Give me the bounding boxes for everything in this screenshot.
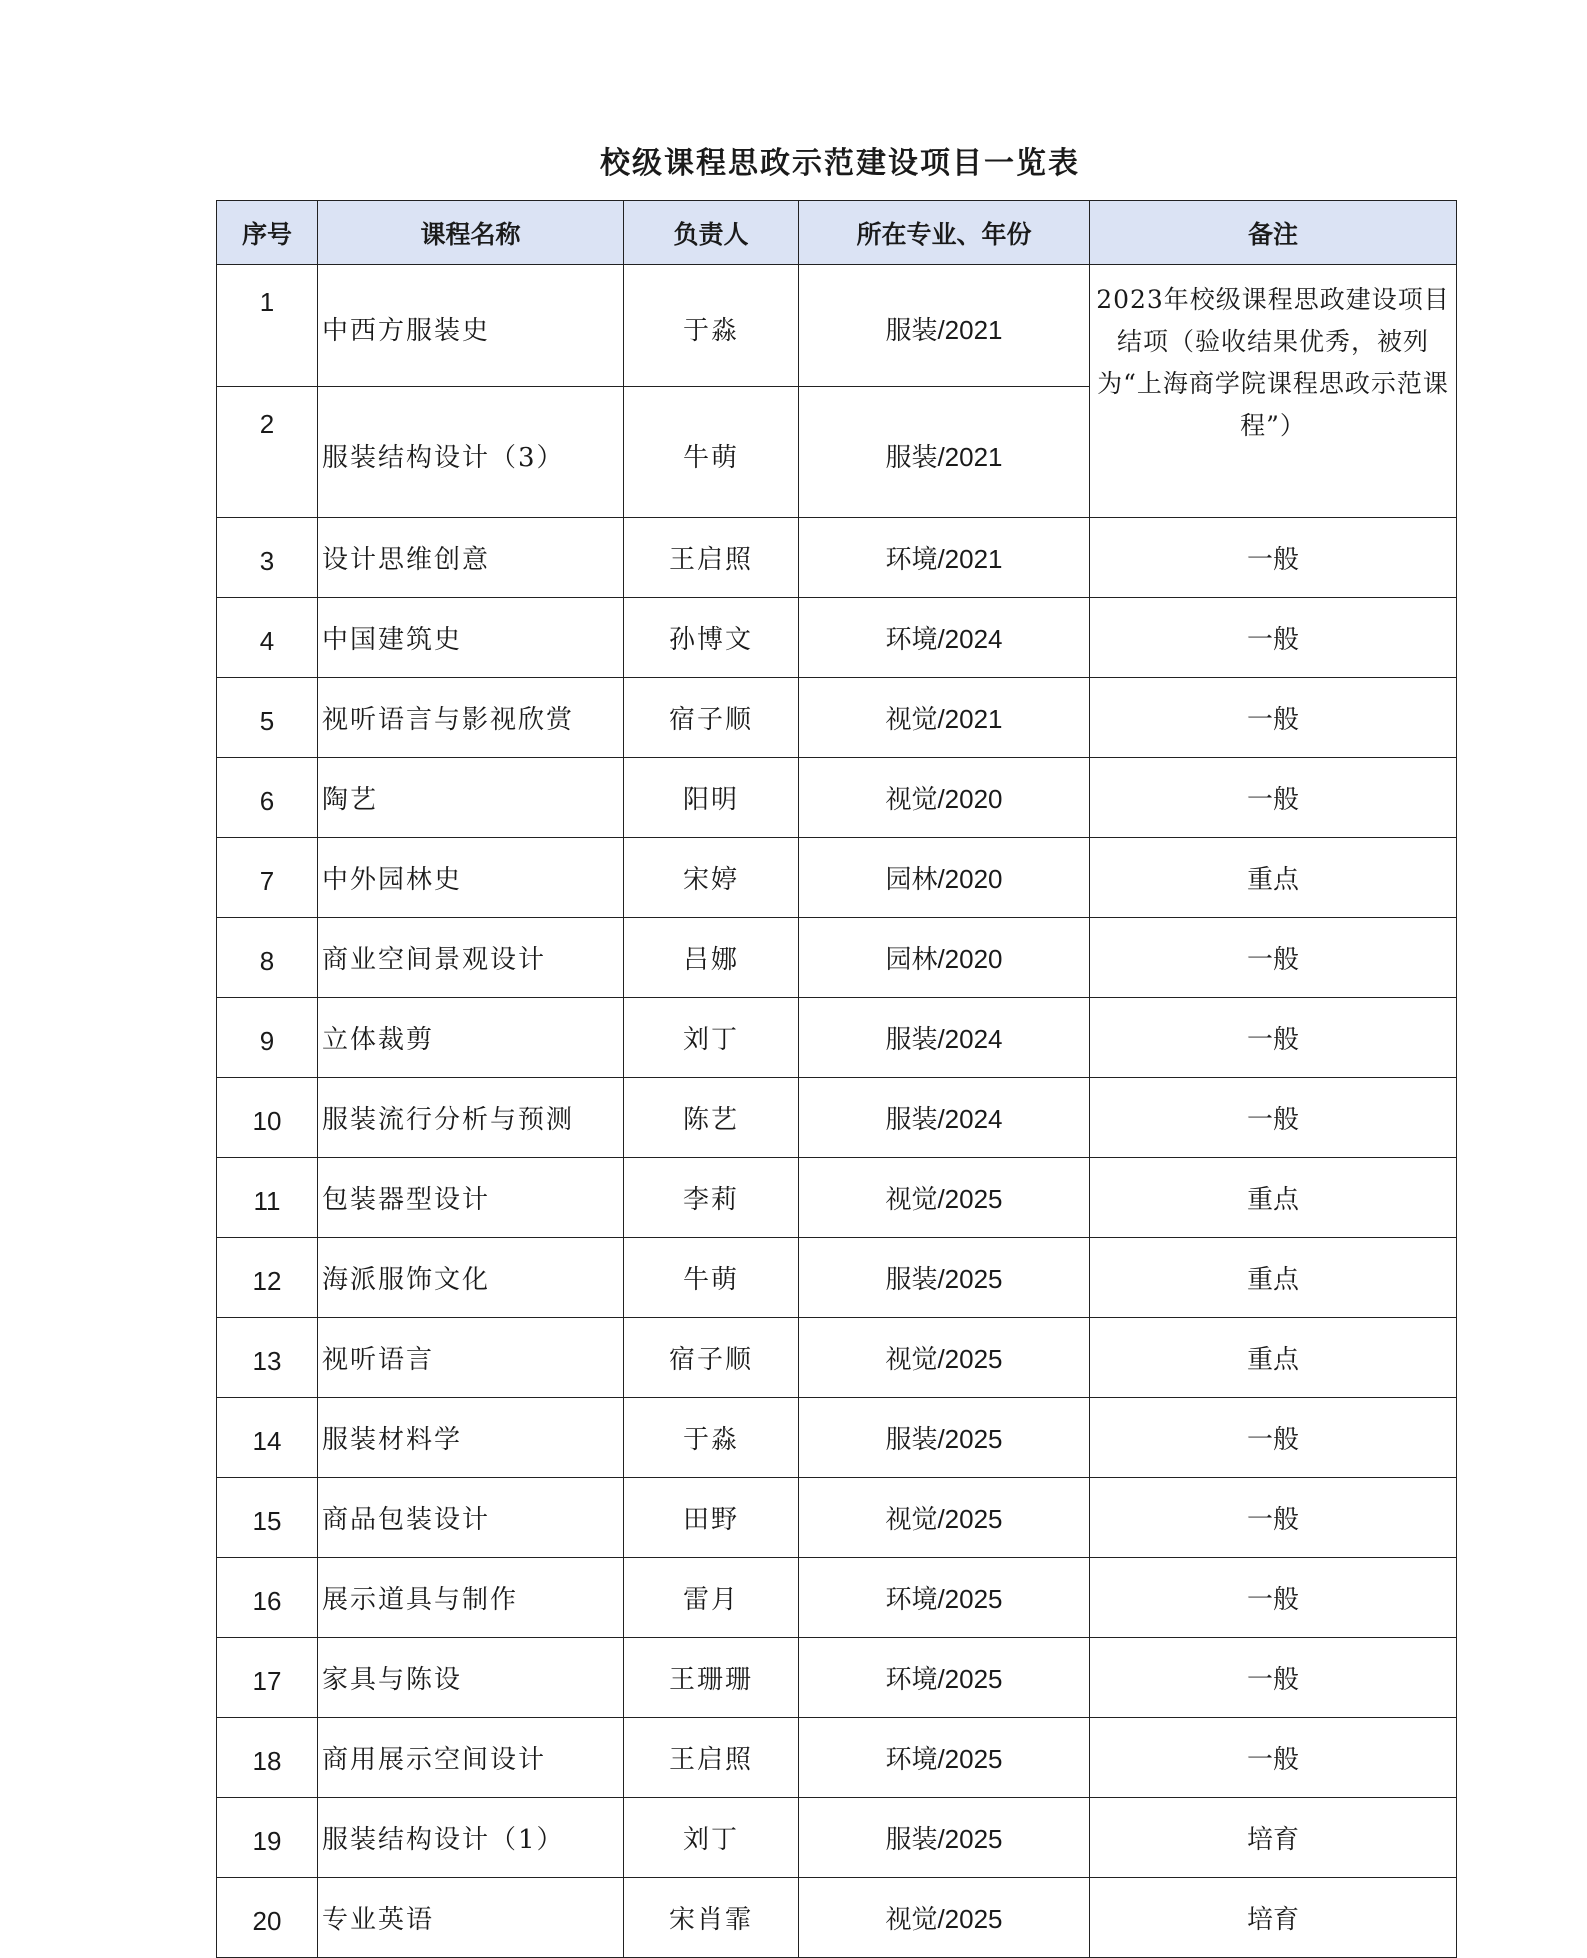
table-row (217, 1798, 1457, 1878)
cell-owner: 刘丁 (624, 998, 799, 1078)
cell-course-name: 服装结构设计（3） (318, 387, 624, 518)
cell-course-name: 家具与陈设 (318, 1638, 624, 1718)
table-row (217, 518, 1457, 598)
cell-index: 3 (217, 518, 318, 598)
cell-index: 10 (217, 1078, 318, 1158)
cell-index: 4 (217, 598, 318, 678)
cell-index: 17 (217, 1638, 318, 1718)
cell-course-name: 展示道具与制作 (318, 1558, 624, 1638)
cell-note-merged: 2023年校级课程思政建设项目结项（验收结果优秀，被列为“上海商学院课程思政示范课程”） (1090, 265, 1457, 518)
cell-note: 重点 (1090, 1318, 1457, 1398)
cell-index: 7 (217, 838, 318, 918)
table-row (217, 265, 1457, 387)
cell-major-year: 环境/2025 (799, 1638, 1090, 1718)
cell-index: 13 (217, 1318, 318, 1398)
cell-owner: 宿子顺 (624, 678, 799, 758)
cell-major-year: 视觉/2025 (799, 1478, 1090, 1558)
cell-owner: 宋肖霏 (624, 1878, 799, 1958)
cell-note: 一般 (1090, 1638, 1457, 1718)
cell-course-name: 服装流行分析与预测 (318, 1078, 624, 1158)
header-course-name: 课程名称 (318, 201, 624, 265)
cell-major-year: 服装/2025 (799, 1398, 1090, 1478)
cell-index: 20 (217, 1878, 318, 1958)
cell-index: 9 (217, 998, 318, 1078)
cell-note: 一般 (1090, 758, 1457, 838)
cell-major-year: 服装/2024 (799, 998, 1090, 1078)
cell-owner: 田野 (624, 1478, 799, 1558)
cell-major-year: 环境/2025 (799, 1718, 1090, 1798)
cell-note: 重点 (1090, 1238, 1457, 1318)
table-row (217, 998, 1457, 1078)
cell-index: 14 (217, 1398, 318, 1478)
cell-index: 11 (217, 1158, 318, 1238)
cell-major-year: 园林/2020 (799, 918, 1090, 998)
cell-course-name: 商用展示空间设计 (318, 1718, 624, 1798)
cell-course-name: 商业空间景观设计 (318, 918, 624, 998)
cell-note: 培育 (1090, 1878, 1457, 1958)
cell-course-name: 服装材料学 (318, 1398, 624, 1478)
cell-note: 一般 (1090, 678, 1457, 758)
cell-index: 8 (217, 918, 318, 998)
cell-note: 一般 (1090, 918, 1457, 998)
table-body (217, 518, 1457, 1958)
cell-owner: 刘丁 (624, 1798, 799, 1878)
cell-course-name: 商品包装设计 (318, 1478, 624, 1558)
cell-owner: 雷月 (624, 1558, 799, 1638)
cell-course-name: 中国建筑史 (318, 598, 624, 678)
table-row (217, 678, 1457, 758)
cell-note: 一般 (1090, 1398, 1457, 1478)
cell-owner: 于淼 (624, 1398, 799, 1478)
header-major-year: 所在专业、年份 (799, 201, 1090, 265)
cell-note: 一般 (1090, 1718, 1457, 1798)
table-row (217, 1318, 1457, 1398)
cell-owner: 陈艺 (624, 1078, 799, 1158)
cell-course-name: 服装结构设计（1） (318, 1798, 624, 1878)
cell-owner: 宿子顺 (624, 1318, 799, 1398)
cell-major-year: 视觉/2025 (799, 1318, 1090, 1398)
cell-index: 1 (217, 265, 318, 387)
table-row (217, 1478, 1457, 1558)
cell-course-name: 视听语言与影视欣赏 (318, 678, 624, 758)
cell-major-year: 服装/2025 (799, 1798, 1090, 1878)
cell-note: 一般 (1090, 1078, 1457, 1158)
course-table (216, 200, 1457, 1958)
cell-index: 18 (217, 1718, 318, 1798)
cell-major-year: 视觉/2025 (799, 1158, 1090, 1238)
cell-note: 重点 (1090, 838, 1457, 918)
table-header-row (217, 201, 1457, 265)
cell-major-year: 服装/2025 (799, 1238, 1090, 1318)
cell-owner: 于淼 (624, 265, 799, 387)
cell-note: 一般 (1090, 598, 1457, 678)
cell-index: 16 (217, 1558, 318, 1638)
cell-major-year: 视觉/2025 (799, 1878, 1090, 1958)
cell-owner: 宋婷 (624, 838, 799, 918)
cell-owner: 吕娜 (624, 918, 799, 998)
cell-owner: 牛萌 (624, 387, 799, 518)
cell-owner: 阳明 (624, 758, 799, 838)
cell-course-name: 立体裁剪 (318, 998, 624, 1078)
cell-index: 15 (217, 1478, 318, 1558)
cell-owner: 孙博文 (624, 598, 799, 678)
cell-owner: 李莉 (624, 1158, 799, 1238)
cell-note: 一般 (1090, 1478, 1457, 1558)
cell-major-year: 环境/2024 (799, 598, 1090, 678)
cell-course-name: 中西方服装史 (318, 265, 624, 387)
cell-owner: 王珊珊 (624, 1638, 799, 1718)
table-row (217, 598, 1457, 678)
cell-note: 培育 (1090, 1798, 1457, 1878)
cell-course-name: 海派服饰文化 (318, 1238, 624, 1318)
cell-index: 19 (217, 1798, 318, 1878)
cell-major-year: 服装/2021 (799, 265, 1090, 387)
cell-course-name: 中外园林史 (318, 838, 624, 918)
table-row (217, 918, 1457, 998)
cell-course-name: 陶艺 (318, 758, 624, 838)
cell-course-name: 包装器型设计 (318, 1158, 624, 1238)
cell-note: 一般 (1090, 998, 1457, 1078)
table-row (217, 1638, 1457, 1718)
table-row (217, 1878, 1457, 1958)
table-row (217, 1158, 1457, 1238)
cell-note: 一般 (1090, 1558, 1457, 1638)
cell-course-name: 设计思维创意 (318, 518, 624, 598)
cell-owner: 王启照 (624, 1718, 799, 1798)
table-row (217, 838, 1457, 918)
cell-note: 一般 (1090, 518, 1457, 598)
table-row (217, 1238, 1457, 1318)
cell-major-year: 环境/2021 (799, 518, 1090, 598)
cell-major-year: 环境/2025 (799, 1558, 1090, 1638)
cell-index: 2 (217, 387, 318, 518)
cell-major-year: 服装/2021 (799, 387, 1090, 518)
cell-owner: 王启照 (624, 518, 799, 598)
table-row (217, 1718, 1457, 1798)
cell-index: 6 (217, 758, 318, 838)
cell-index: 12 (217, 1238, 318, 1318)
table-row (217, 758, 1457, 838)
cell-major-year: 服装/2024 (799, 1078, 1090, 1158)
cell-course-name: 专业英语 (318, 1878, 624, 1958)
header-note: 备注 (1090, 201, 1457, 265)
header-index: 序号 (217, 201, 318, 265)
cell-index: 5 (217, 678, 318, 758)
table-row (217, 1078, 1457, 1158)
header-owner: 负责人 (624, 201, 799, 265)
cell-major-year: 园林/2020 (799, 838, 1090, 918)
cell-major-year: 视觉/2021 (799, 678, 1090, 758)
cell-owner: 牛萌 (624, 1238, 799, 1318)
page-title: 校级课程思政示范建设项目一览表 (600, 146, 1080, 181)
cell-major-year: 视觉/2020 (799, 758, 1090, 838)
table-row (217, 1398, 1457, 1478)
table-row (217, 1558, 1457, 1638)
cell-course-name: 视听语言 (318, 1318, 624, 1398)
cell-note: 重点 (1090, 1158, 1457, 1238)
